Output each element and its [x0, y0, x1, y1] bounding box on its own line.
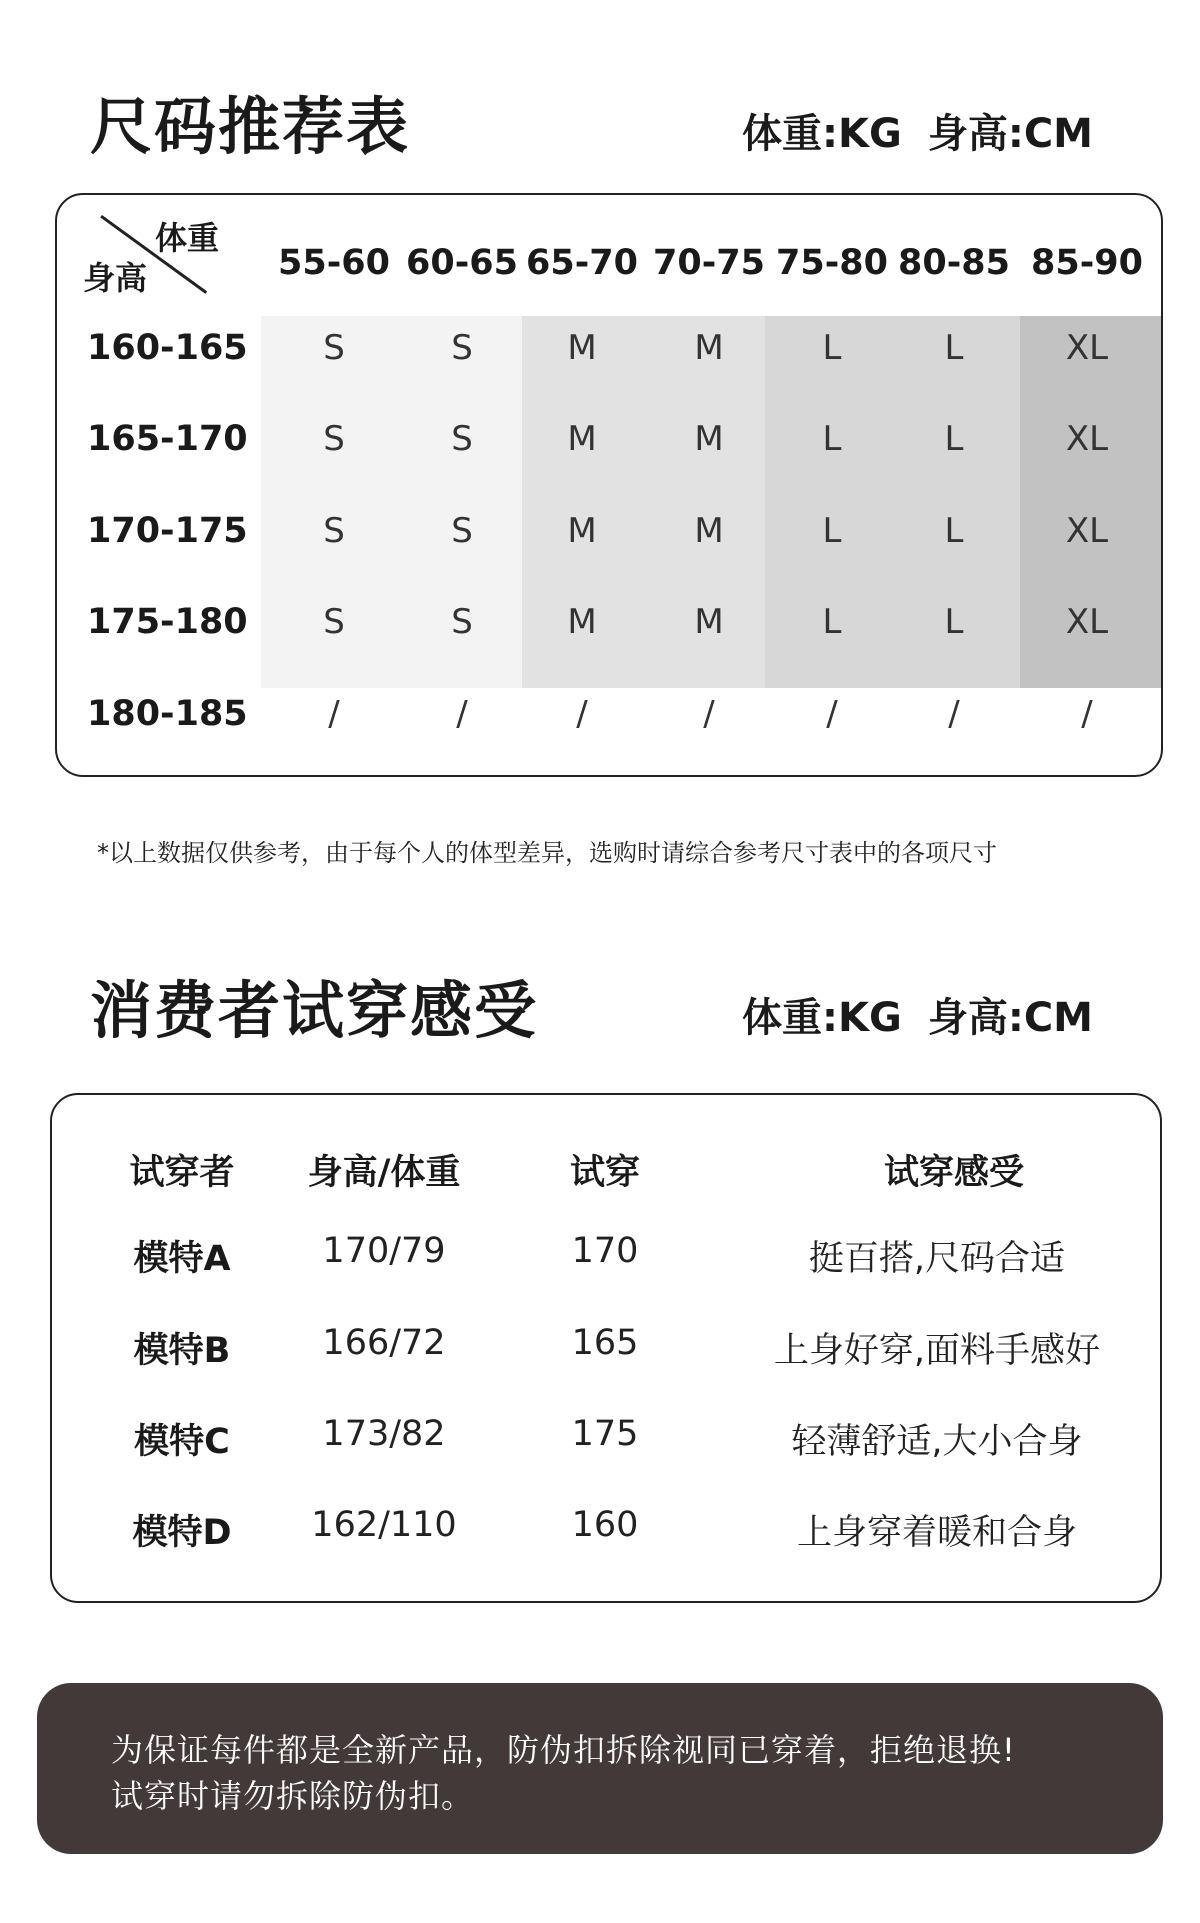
size-cell: S: [451, 328, 473, 368]
weight-unit: 体重:KG: [742, 111, 902, 157]
fitting-feeling: 上身穿着暖和合身: [796, 1513, 1078, 1553]
fitting-feeling: 挺百搭,尺码合适: [808, 1239, 1066, 1279]
height-range-header: 165-170: [87, 419, 248, 459]
notice-line-2: 试穿时请勿拆除防伪扣。: [111, 1777, 475, 1815]
height-range-header: 170-175: [87, 511, 248, 551]
size-chart-table: [55, 193, 1163, 777]
size-cell: S: [451, 511, 473, 551]
fitting-feeling: 轻薄舒适,大小合身: [791, 1422, 1083, 1462]
fitting-table: [50, 1093, 1162, 1603]
size-chart-title: 尺码推荐表: [90, 90, 411, 163]
height-unit: 身高:CM: [927, 995, 1093, 1041]
size-cell: M: [694, 602, 724, 642]
fitting-column-header: 试穿者: [129, 1153, 235, 1193]
size-cell: S: [451, 602, 473, 642]
size-cell: S: [323, 328, 345, 368]
size-cell: S: [323, 511, 345, 551]
size-cell: M: [567, 602, 597, 642]
notice-line-1: 为保证每件都是全新产品，防伪扣拆除视同已穿着，拒绝退换!: [111, 1731, 1016, 1769]
size-cell: XL: [1065, 602, 1109, 642]
tester-name: 模特D: [132, 1513, 232, 1553]
weight-unit: 体重:KG: [742, 995, 902, 1041]
size-cell: M: [694, 419, 724, 459]
weight-range-header: 65-70: [526, 243, 638, 283]
height-range-header: 180-185: [87, 694, 248, 734]
size-cell: L: [944, 602, 964, 642]
tester-name: 模特C: [134, 1422, 230, 1462]
size-cell: XL: [1065, 511, 1109, 551]
corner-height-label: 身高: [83, 259, 148, 297]
fitting-column-header: 身高/体重: [307, 1153, 461, 1193]
size-cell: M: [567, 419, 597, 459]
fitting-size: 165: [571, 1323, 639, 1363]
fitting-size: 170: [571, 1231, 639, 1271]
size-cell: /: [826, 694, 838, 734]
size-cell: L: [822, 511, 842, 551]
weight-range-header: 60-65: [406, 243, 518, 283]
size-cell: L: [822, 602, 842, 642]
fitting-feeling: 上身好穿,面料手感好: [773, 1331, 1101, 1371]
size-cell: L: [944, 328, 964, 368]
size-cell: M: [694, 511, 724, 551]
size-cell: XL: [1065, 328, 1109, 368]
size-cell: /: [948, 694, 960, 734]
size-disclaimer: *以上数据仅供参考，由于每个人的体型差异，选购时请综合参考尺寸表中的各项尺寸: [97, 839, 997, 867]
size-cell: M: [567, 511, 597, 551]
fitting-stats: 162/110: [311, 1505, 457, 1545]
size-cell: /: [703, 694, 715, 734]
tester-name: 模特B: [133, 1331, 231, 1371]
size-cell: S: [451, 419, 473, 459]
notice-banner: [37, 1683, 1163, 1854]
weight-range-header: 80-85: [898, 243, 1010, 283]
fitting-units: [742, 995, 1093, 1041]
weight-range-header: 75-80: [776, 243, 888, 283]
size-cell: /: [1081, 694, 1093, 734]
size-cell: L: [822, 328, 842, 368]
size-cell: L: [944, 419, 964, 459]
fitting-stats: 166/72: [322, 1323, 446, 1363]
corner-weight-label: 体重: [155, 219, 220, 257]
fitting-title: 消费者试穿感受: [90, 974, 539, 1047]
height-unit: 身高:CM: [927, 111, 1093, 157]
size-cell: S: [323, 602, 345, 642]
fitting-stats: 170/79: [322, 1231, 446, 1271]
height-range-header: 175-180: [87, 602, 248, 642]
fitting-size: 160: [571, 1505, 639, 1545]
size-cell: S: [323, 419, 345, 459]
size-cell: M: [567, 328, 597, 368]
fitting-size: 175: [571, 1414, 639, 1454]
tester-name: 模特A: [133, 1239, 231, 1279]
size-cell: XL: [1065, 419, 1109, 459]
fitting-stats: 173/82: [322, 1414, 446, 1454]
weight-range-header: 85-90: [1031, 243, 1143, 283]
size-cell: /: [328, 694, 340, 734]
size-cell: /: [576, 694, 588, 734]
weight-range-header: 55-60: [278, 243, 390, 283]
size-cell: L: [822, 419, 842, 459]
height-range-header: 160-165: [87, 328, 248, 368]
fitting-column-header: 试穿: [569, 1153, 641, 1193]
size-chart-units: [742, 111, 1093, 157]
fitting-column-header: 试穿感受: [883, 1153, 1025, 1193]
size-cell: /: [456, 694, 468, 734]
weight-range-header: 70-75: [653, 243, 765, 283]
size-cell: M: [694, 328, 724, 368]
size-cell: L: [944, 511, 964, 551]
